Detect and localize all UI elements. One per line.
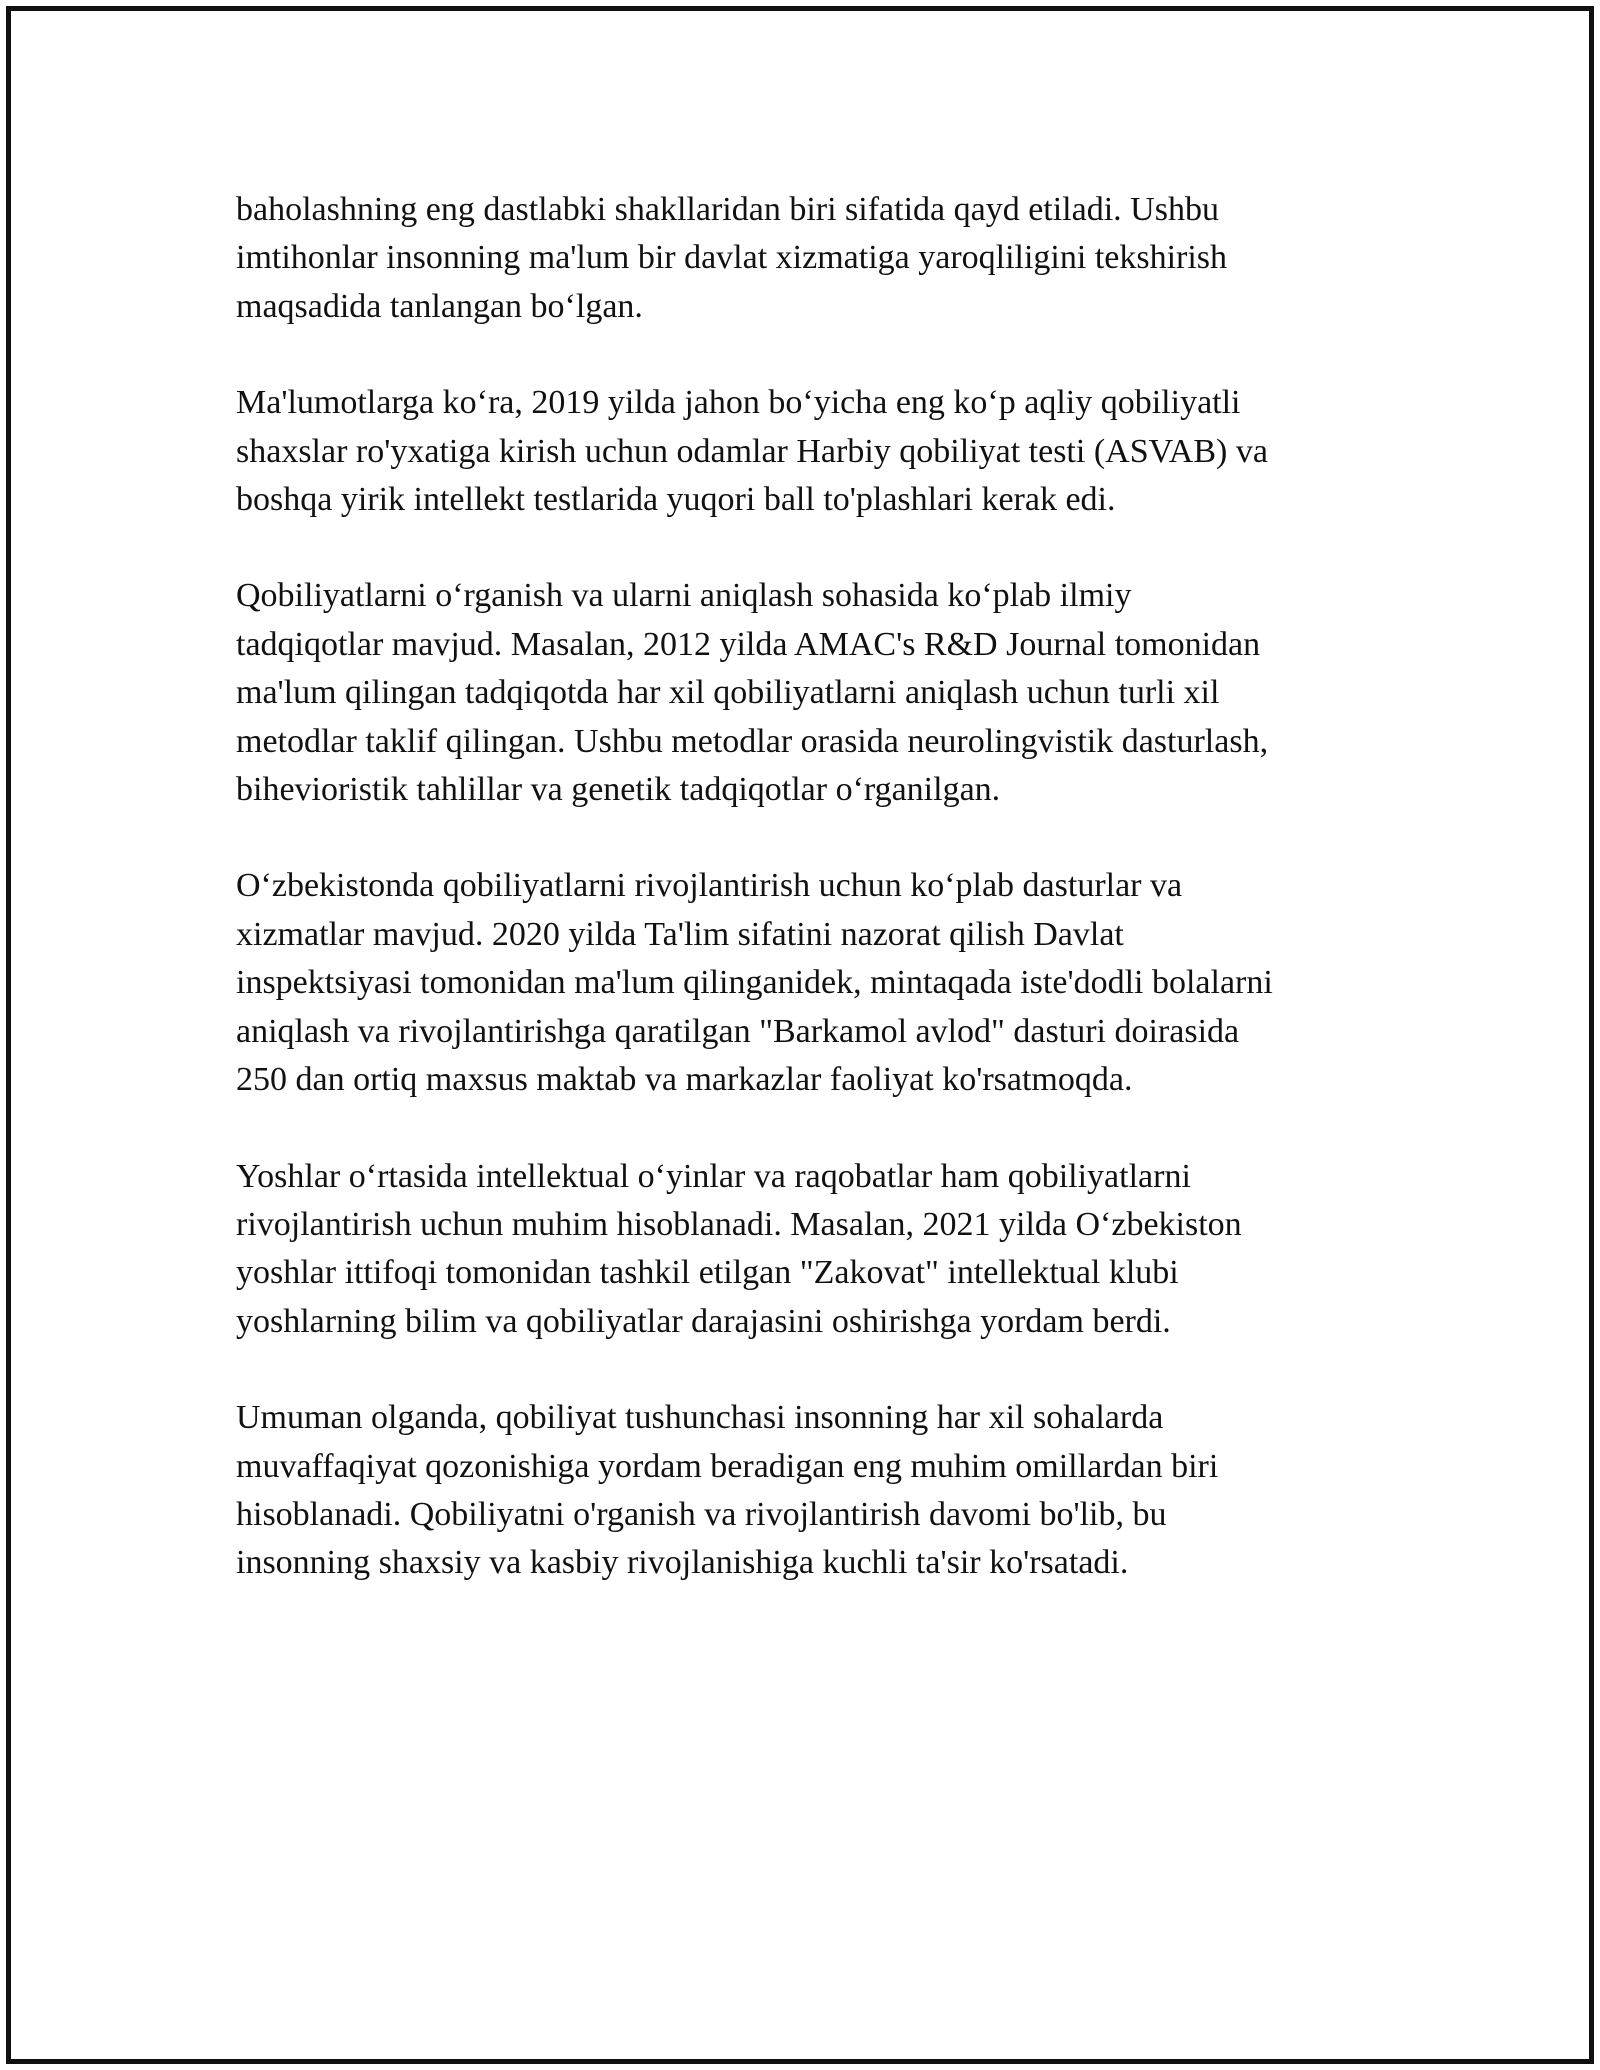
paragraph-5: Yoshlar o‘rtasida intellektual o‘yinlar va raqobatlar ham qobiliyatlarni rivojlantirish uchun muhim hisoblanadi. Masalan, 2021 yilda O‘zbekiston yoshlar ittifoqi tomonidan tashkil etilgan "Zakovat" intellektual klubi yoshlarning bilim va qobiliyatlar darajasini oshirishga yordam berdi. [236,1157,1242,1340]
paragraph-2: Ma'lumotlarga ko‘ra, 2019 yilda jahon bo‘yicha eng ko‘p aqliy qobiliyatli shaxslar ro'yxatiga kirish uchun odamlar Harbiy qobiliyat testi (ASVAB) va boshqa yirik intellekt testlarida yuqori ball to'plashlari kerak edi. [236,384,1268,519]
paragraph-4: O‘zbekistonda qobiliyatlarni rivojlantirish uchun ko‘plab dasturlar va xizmatlar mavjud. 2020 yilda Ta'lim sifatini nazorat qilish Davlat inspektsiyasi tomonidan ma'lum qilinganidek, mintaqada iste'dodli bolalarni aniqlash va rivojlantirishga qaratilgan "Barkamol avlod" dasturi doirasida 250 dan ortiq maxsus maktab va markazlar faoliyat ko'rsatmoqda. [236,867,1273,1099]
paragraph-6: Umuman olganda, qobiliyat tushunchasi insonning har xil sohalarda muvaffaqiyat qozonishiga yordam beradigan eng muhim omillardan biri hisoblanadi. Qobiliyatni o'rganish va rivojlantirish davomi bo'lib, bu insonning shaxsiy va kasbiy rivojlanishiga kuchli ta'sir ko'rsatadi. [236,1399,1219,1582]
document-body [236,186,1366,1636]
paragraph-3: Qobiliyatlarni o‘rganish va ularni aniqlash sohasida ko‘plab ilmiy tadqiqotlar mavjud. Masalan, 2012 yilda AMAC's R&D Journal tomonidan ma'lum qilingan tadqiqotda har xil qobiliyatlarni aniqlash uchun turli xil metodlar taklif qilingan. Ushbu metodlar orasida neurolingvistik dasturlash, bihevioristik tahlillar va genetik tadqiqotlar o‘rganilgan. [236,577,1269,809]
paragraph-1: baholashning eng dastlabki shakllaridan biri sifatida qayd etiladi. Ushbu imtihonlar insonning ma'lum bir davlat xizmatiga yaroqliligini tekshirish maqsadida tanlangan bo‘lgan. [236,191,1228,325]
